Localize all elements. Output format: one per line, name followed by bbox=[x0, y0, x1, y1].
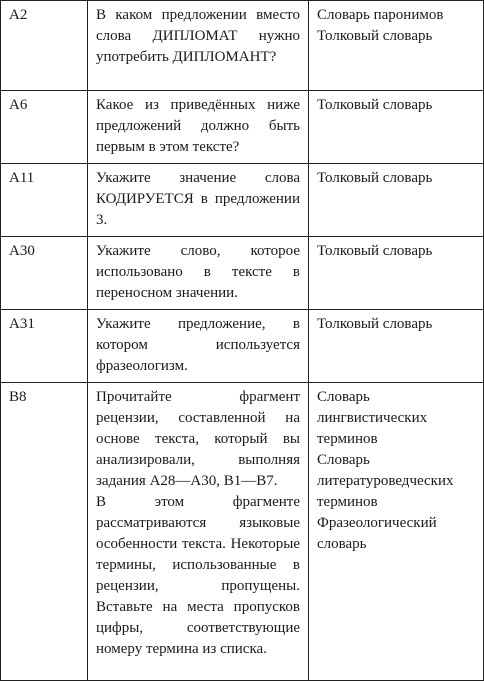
task-code: В8 bbox=[1, 383, 88, 681]
task-question: Укажите значение слова КОДИРУЕТСЯ в предложении 3. bbox=[88, 164, 309, 237]
task-question: Укажите предложение, в котором используется фразеологизм. bbox=[88, 310, 309, 383]
dictionary-cell bbox=[309, 91, 484, 164]
table-row bbox=[1, 91, 484, 164]
table-row bbox=[1, 310, 484, 383]
dictionary-item: Толковый словарь bbox=[317, 243, 433, 259]
dictionary-item: Фразеологический словарь bbox=[317, 515, 437, 552]
dictionary-cell bbox=[309, 237, 484, 310]
task-question-continuation: В этом фрагменте рассматриваются языковые особенности текста. Некоторые термины, использованные в рецензии, пропущены. Вставьте на места пропусков цифры, соответствующие номеру термина из списка. bbox=[96, 494, 300, 657]
dictionary-item: Толковый словарь bbox=[317, 97, 433, 113]
table-row bbox=[1, 383, 484, 681]
table-row bbox=[1, 164, 484, 237]
task-question: Укажите слово, которое использовано в тексте в переносном значении. bbox=[88, 237, 309, 310]
dictionary-item: Толковый словарь bbox=[317, 170, 433, 186]
task-question: Прочитайте фрагмент рецензии, составленной на основе текста, который вы анализировали, выполняя задания А28—А30, В1—В7. bbox=[96, 389, 300, 489]
table-row bbox=[1, 1, 484, 91]
task-code: А11 bbox=[1, 164, 88, 237]
dictionary-item: Словарь паронимов bbox=[317, 7, 444, 23]
dictionary-cell bbox=[309, 383, 484, 681]
table-row bbox=[1, 237, 484, 310]
dictionary-item: Словарь литературоведческих терминов bbox=[317, 452, 454, 510]
task-question-cell bbox=[88, 383, 309, 681]
dictionary-cell bbox=[309, 1, 484, 91]
task-question: В каком предложении вместо слова ДИПЛОМАТ нужно употребить ДИПЛОМАНТ? bbox=[88, 1, 309, 91]
task-code: А2 bbox=[1, 1, 88, 91]
task-code: А6 bbox=[1, 91, 88, 164]
task-code: А30 bbox=[1, 237, 88, 310]
dictionary-item: Толковый словарь bbox=[317, 28, 433, 44]
dictionary-item: Толковый словарь bbox=[317, 316, 433, 332]
dictionary-cell bbox=[309, 164, 484, 237]
task-code: А31 bbox=[1, 310, 88, 383]
dictionary-item: Словарь лингвистических терминов bbox=[317, 389, 428, 447]
dictionary-cell bbox=[309, 310, 484, 383]
task-question: Какое из приведённых ниже предложений должно быть первым в этом тексте? bbox=[88, 91, 309, 164]
